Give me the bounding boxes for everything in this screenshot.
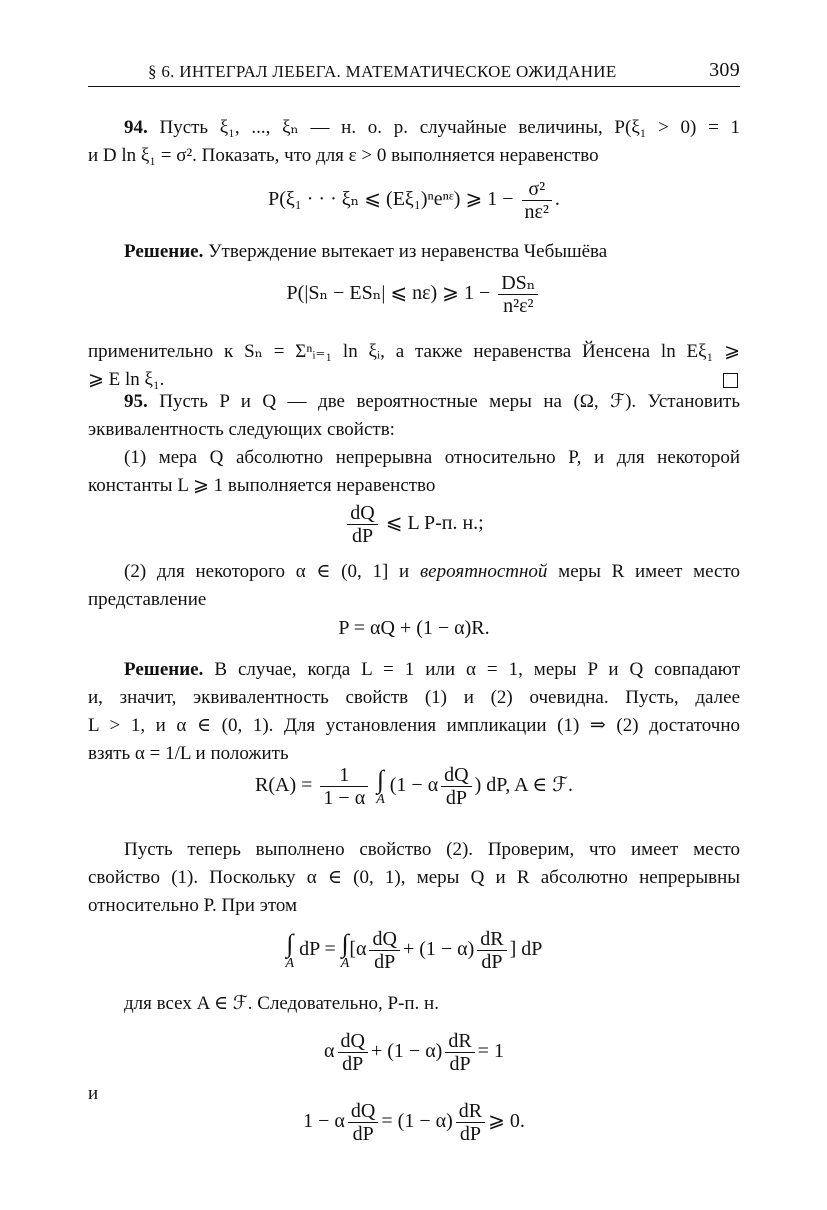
property-1-cont: константы L ⩾ 1 выполняется неравенство <box>88 475 436 496</box>
qed-square-icon <box>723 373 738 388</box>
fraction: $\frac{\text{DSₙ}}{\text{n²ε²}}$ <box>498 272 538 317</box>
solution-95-part3: для всех A ∈ ℱ. Следовательно, P-п. н. <box>124 993 439 1014</box>
integral-sign: ∫ A <box>376 764 385 807</box>
problem-text: и D ln ξ₁ = σ². Показать, что для ε > 0 выполняется неравенство <box>88 145 599 166</box>
radon-nikodym-bound: $\frac{dQ}{dP}$ ⩽ L P-п. н.; <box>88 502 740 547</box>
page-number: 309 <box>709 59 740 81</box>
solution-text: применительно к Sₙ = Σⁿᵢ₌₁ ln ξᵢ, а также неравенства Йенсена ln Eξ₁ ⩾ <box>88 341 740 362</box>
problem-number: 94. <box>124 117 148 138</box>
conjunction: и <box>88 1083 99 1104</box>
solution-text: Утверждение вытекает из неравенства Чебышёва <box>208 241 608 262</box>
problem-text: Пусть P и Q — две вероятностные меры на (Ω, ℱ). Установить <box>159 391 740 412</box>
property-2: (2) для некоторого α ∈ (0, 1] и вероятностной меры R имеет место представление <box>88 561 741 610</box>
fraction: $\frac{dQ}{dP}$ <box>347 502 377 547</box>
chebyshev-formula: P(|Sₙ − ESₙ| ⩽ nε) ⩾ 1 − $\frac{\text{DSₙ}}{\text{n²ε²}}$ <box>88 272 740 317</box>
fraction: $\frac{dQ}{dP}$ <box>338 1030 368 1075</box>
running-header <box>88 56 740 87</box>
emphasis: вероятностной <box>419 561 548 582</box>
problem-94 <box>88 114 740 170</box>
solution-94-cont <box>88 338 740 394</box>
fraction: $\frac{dR}{dP}$ <box>456 1100 485 1145</box>
property-1: (1) мера Q абсолютно непрерывна относительно P, и для некоторой <box>124 447 740 468</box>
problem-95 <box>88 388 740 500</box>
fraction: $\frac{dQ}{dP}$ <box>441 764 471 809</box>
formula-94: P(ξ₁ · · · ξₙ ⩽ (Eξ₁)ⁿeⁿᵋ) ⩾ 1 − $\frac{\text{σ²}}{\text{nε²}}$ . <box>268 178 560 223</box>
formula-lhs: P(ξ₁ · · · ξₙ ⩽ (Eξ₁)ⁿeⁿᵋ) ⩾ 1 − <box>268 188 514 211</box>
formula-density-sum: α $\frac{dQ}{dP}$ + (1 − α) $\frac{dR}{dP}$ = 1 <box>324 1030 504 1075</box>
integral-sign: ∫ A <box>285 928 295 971</box>
fraction: $\frac{\text{σ²}}{\text{nε²}}$ <box>522 178 552 223</box>
problem-text: эквивалентность следующих свойств: <box>88 419 395 440</box>
fraction: $\frac{dQ}{dP}$ <box>369 928 399 973</box>
solution-label: Решение. <box>124 241 204 262</box>
problem-number: 95. <box>124 391 148 412</box>
fraction: $\frac{dQ}{dP}$ <box>348 1100 378 1145</box>
section-title: § 6. ИНТЕГРАЛ ЛЕБЕГА. МАТЕМАТИЧЕСКОЕ ОЖИДАНИЕ <box>148 62 617 81</box>
formula-nonnegative: 1 − α $\frac{dQ}{dP}$ = (1 − α) $\frac{dR}{dP}$ ⩾ 0. <box>303 1100 525 1145</box>
solution-95: Решение. В случае, когда L = 1 или α = 1, меры P и Q совпадают и, значит, эквивалентность свойств (1) и (2) очевидна. Пусть, далее L > 1, и α ∈ (0, 1). Для установления импликации (1) ⇒ (2) достаточно взять α = 1/L и положить <box>88 659 740 764</box>
problem-text: Пусть ξ₁, ..., ξₙ — н. о. р. случайные величины, P(ξ₁ > 0) = 1 <box>159 117 741 138</box>
solution-94 <box>88 238 740 266</box>
formula-integral-identity: ∫ A dP = ∫ A [α $\frac{dQ}{dP}$ + (1 − α) $\frac{dR}{dP}$ ] dP <box>285 928 543 973</box>
integral-sign: ∫ A <box>340 928 350 971</box>
solution-95-part2: Пусть теперь выполнено свойство (2). Проверим, что имеет место свойство (1). Поскольку α ∈ (0, 1), меры Q и R абсолютно непрерывны относительно P. При этом <box>88 839 740 916</box>
fraction: $\frac{1}{1 - \alpha}$ <box>320 764 368 809</box>
mixture-formula: P = αQ + (1 − α)R. <box>338 617 490 639</box>
formula-R-def: R(A) = $\frac{1}{1 - \alpha}$ ∫ A (1 − α $\frac{dQ}{dP}$ ) dP, A ∈ ℱ. <box>255 764 573 809</box>
fraction: $\frac{dR}{dP}$ <box>445 1030 474 1075</box>
fraction: $\frac{dR}{dP}$ <box>477 928 506 973</box>
solution-text: ⩾ E ln ξ₁. <box>88 369 165 390</box>
solution-label: Решение. <box>124 659 204 680</box>
